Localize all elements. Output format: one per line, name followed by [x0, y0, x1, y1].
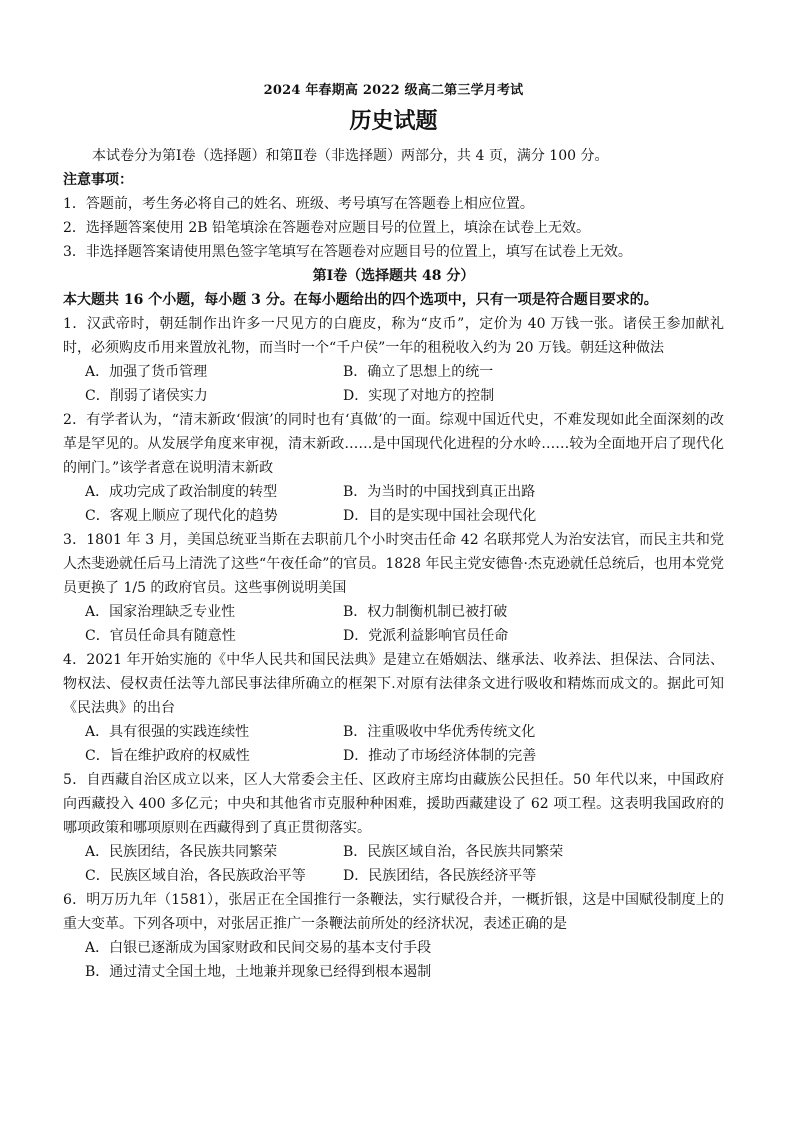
- section-instruction: 本大题共 16 个小题，每小题 3 分。在每小题给出的四个选项中，只有一项是符合题目要求的。: [63, 292, 658, 308]
- option-c: C．旨在维护政府的权威性: [85, 748, 250, 764]
- options-row: [63, 600, 724, 624]
- option-c: C．官员任命具有随意性: [85, 628, 236, 644]
- note-item: 3．非选择题答案请使用黑色签字笔填写在答题卷对应题目号的位置上，填写在试卷上无效。: [63, 244, 632, 260]
- subject-title: 历史试题: [349, 108, 438, 134]
- option-a: A．成功完成了政治制度的转型: [85, 484, 278, 500]
- intro-text: 本试卷分为第Ⅰ卷（选择题）和第Ⅱ卷（非选择题）两部分，共 4 页，满分 100 分。: [92, 148, 609, 164]
- options-row: [63, 384, 724, 408]
- question-3-text: 3．1801 年 3 月，美国总统亚当斯在去职前几个小时突击任命 42 名联邦党人为治安法官，而民主共和党人杰斐逊就任后马上清洗了这些“午夜任命”的官员。1828 年民主党安德鲁·杰克逊就任总统后，也用本党党员更换了 1/5 的政府官员。这些事例说明美国: [63, 532, 724, 596]
- option-b: B．注重吸收中华优秀传统文化: [343, 724, 536, 740]
- options-row: [63, 624, 724, 648]
- options-row: [63, 504, 724, 528]
- option-b: B．确立了思想上的统一: [343, 364, 494, 380]
- question-1-text: 1．汉武帝时，朝廷制作出许多一尺见方的白鹿皮，称为“皮币”，定价为 40 万钱一张。诸侯王参加献礼时，必须购皮币用来置放礼物，而当时一个“千户侯”一年的租税收入约为 20 万钱。朝廷这种做法: [63, 316, 724, 356]
- options-row: [63, 744, 724, 768]
- option-d: D．党派利益影响官员任命: [343, 628, 509, 644]
- option-d: D．目的是实现中国社会现代化: [343, 508, 537, 524]
- option-d: D．实现了对地方的控制: [343, 388, 495, 404]
- options-row: [63, 360, 724, 384]
- option-a: A．国家治理缺乏专业性: [85, 604, 236, 620]
- option-c: C．民族区域自治，各民族政治平等: [85, 868, 306, 884]
- option-b: B．通过清丈全国土地，土地兼并现象已经得到根本遏制: [85, 964, 432, 980]
- option-c: C．削弱了诸侯实力: [85, 388, 208, 404]
- options-row: [63, 480, 724, 504]
- notes-heading: 注意事项：: [63, 172, 133, 188]
- option-a: A．具有很强的实践连续性: [85, 724, 250, 740]
- option-b: B．民族区域自治，各民族共同繁荣: [343, 844, 564, 860]
- question-6-text: 6．明万历九年（1581），张居正在全国推行一条鞭法，实行赋役合并，一概折银，这是中国赋役制度上的重大变革。下列各项中，对张居正推广一条鞭法前所处的经济状况，表述正确的是: [63, 892, 724, 932]
- question-4-text: 4．2021 年开始实施的《中华人民共和国民法典》是建立在婚姻法、继承法、收养法、担保法、合同法、物权法、侵权责任法等九部民事法律所确立的框架下.对原有法律条文进行吸收和精炼而成文的。据此可知《民法典》的出台: [63, 652, 724, 716]
- question-5-text: 5．自西藏自治区成立以来，区人大常委会主任、区政府主席均由藏族公民担任。50 年代以来，中国政府向西藏投入 400 多亿元；中央和其他省市克服种种困难，援助西藏建设了 62 项工程。这表明我国政府的哪项政策和哪项原则在西藏得到了真正贯彻落实。: [63, 772, 724, 836]
- options-row: [63, 720, 724, 744]
- option-b: B．为当时的中国找到真正出路: [343, 484, 536, 500]
- option-c: C．客观上顺应了现代化的趋势: [85, 508, 278, 524]
- question-2-text: 2．有学者认为，“清末新政‘假演’的同时也有‘真做’的一面。综观中国近代史，不难发现如此全面深刻的改革是罕见的。从发展学角度来审视，清末新政……是中国现代化进程的分水岭……较为全面地开启了现代化的闸门。”该学者意在说明清末新政: [63, 412, 724, 476]
- options-row: [63, 840, 724, 864]
- exam-title: 2024 年春期高 2022 级高二第三学月考试: [263, 83, 524, 98]
- note-item: 2．选择题答案使用 2B 铅笔填涂在答题卷对应题目号的位置上，填涂在试卷上无效。: [63, 220, 591, 236]
- option-d: D．民族团结，各民族经济平等: [343, 868, 537, 884]
- option-b: B．权力制衡机制已被打破: [343, 604, 508, 620]
- section-title: 第Ⅰ卷（选择题共 48 分）: [312, 268, 475, 284]
- option-a: A．民族团结，各民族共同繁荣: [85, 844, 278, 860]
- note-item: 1．答题前，考生务必将自己的姓名、班级、考号填写在答题卷上相应位置。: [63, 196, 534, 212]
- option-a: A．加强了货币管理: [85, 364, 208, 380]
- options-row: [63, 864, 724, 888]
- option-a: A．白银已逐渐成为国家财政和民间交易的基本支付手段: [85, 940, 432, 956]
- option-d: D．推动了市场经济体制的完善: [343, 748, 537, 764]
